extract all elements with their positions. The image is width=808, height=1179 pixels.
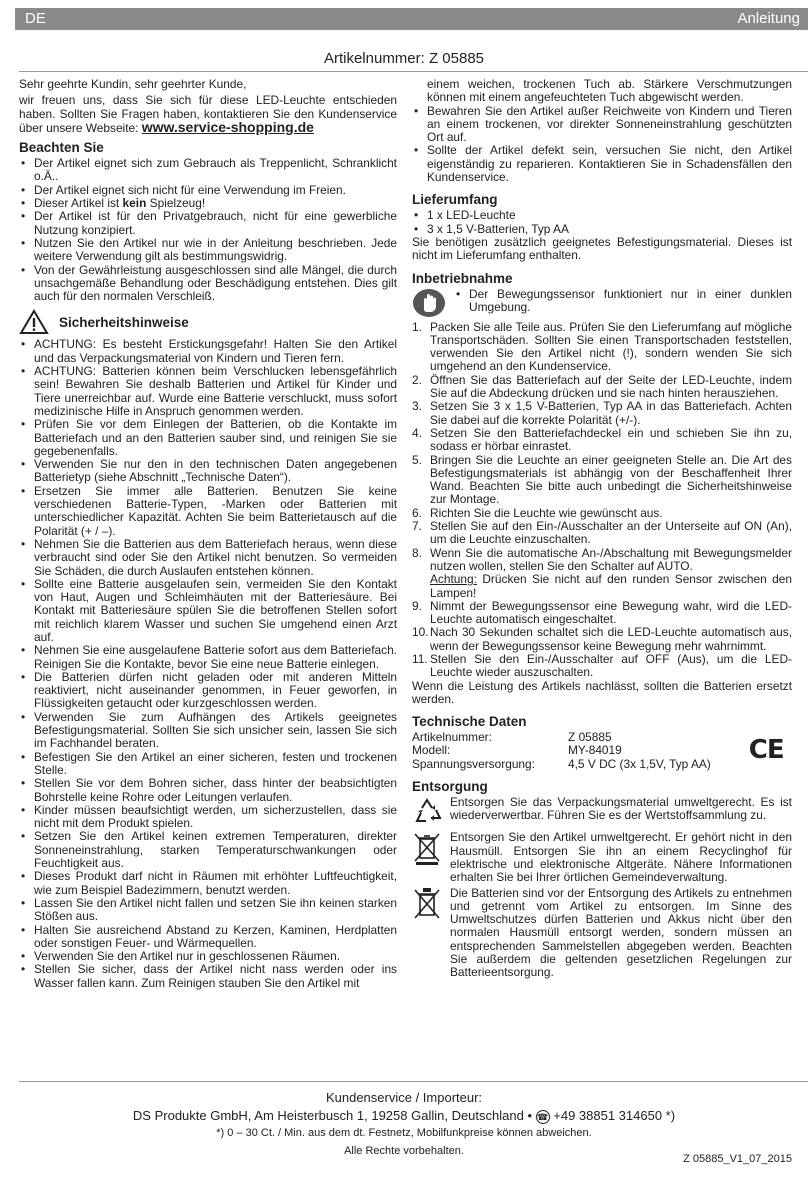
website-link[interactable]: www.service-shopping.de [141,118,314,135]
tech-table [412,731,711,771]
left-column [19,78,397,990]
tech-spec [412,731,792,771]
list-item: • Befestigen Sie den Artikel an einer sicheren, festen und trockenen Stelle. [19,751,397,778]
disposal-title: Entsorgung [412,779,488,795]
tech-title: Technische Daten [412,714,527,730]
list-item: • ACHTUNG: Batterien können beim Verschlucken lebensgefährlich sein! Bewahren Sie deshalb Batterien und Artikel für Kinder und Tiere unerreichbar auf. Wurde eine Batterie verschluckt, muss sofort medizinische Hilfe in Anspruch genommen werden. [19,365,397,418]
divider [19,71,808,72]
article-number: Artikelnummer: Z 05885 [323,50,485,67]
intro-text: wir freuen uns, dass Sie sich für diese LED-Leuchte entschieden haben. Sollten Sie Fragen haben, kontaktieren Sie den Kundenservice über unsere Webseite: www.service-shopping.de [19,93,397,135]
warning-triangle-icon [19,309,49,335]
startup-closing: Wenn die Leistung des Artikels nachlässt, sollten die Batterien ersetzt werden. [412,678,792,706]
list-item: • 3 x 1,5 V-Batterien, Typ AA [412,223,792,236]
disposal-item: Entsorgen Sie den Artikel umweltgerecht. Er gehört nicht in den Hausmüll. Entsorgen Sie ihn an einem Recyclinghof für elektrische und elektronische Altgeräte. Nähere Informationen erhalten Sie bei Ihrer örtlichen Gemeindeverwaltung. [412,831,792,884]
scope-list [412,209,792,236]
list-item: 1. Packen Sie alle Teile aus. Prüfen Sie den Lieferumfang auf mögliche Transportschäden. Sollten Sie einen Transportschaden feststellen, verwenden Sie den Artikel nicht (!), sondern wenden Sie sich umgehend an den Kundenservice. [412,319,792,374]
list-item: • Bewahren Sie den Artikel außer Reichweite von Kindern und Tieren an einem trockenen, vor direkter Sonneneinstrahlung geschützten Ort auf. [412,105,792,145]
list-item: • Der Artikel ist für den Privatgebrauch, nicht für eine gewerbliche Nutzung konzipiert. [19,210,397,237]
list-item: 4. Setzen Sie den Batteriefachdeckel ein und schieben Sie ihn zu, sodass er hörbar einrastet. [412,425,792,454]
list-item: • Stellen Sie vor dem Bohren sicher, dass hinter der beabsichtigten Bohrstelle keine Rohre oder Leitungen verlaufen. [19,777,397,804]
notes-title: Beachten Sie [19,140,104,156]
language-label: DE [25,10,46,27]
list-item: • Stellen Sie sicher, dass der Artikel nicht nass werden oder ins Wasser fallen kann. Zum Reinigen stauben Sie den Artikel mit [19,963,397,990]
header-bar [15,8,808,30]
list-item: 9. Nimmt der Bewegungssensor eine Bewegung wahr, wird die LED-Leuchte automatisch eingeschaltet. [412,598,792,627]
list-item: • Halten Sie ausreichend Abstand zu Kerzen, Kaminen, Herdplatten oder sonstigen Feuer- und Wärmequellen. [19,924,397,951]
list-item: • Prüfen Sie vor dem Einlegen der Batterien, ob die Kontakte im Batteriefach und an den Batterien sauber sind, und reinigen Sie sie gegebenenfalls. [19,418,397,458]
crossed-bin-icon [412,831,442,865]
list-item: • Der Bewegungssensor funktioniert nur in einer dunklen Umgebung. [454,288,792,315]
phone-icon: ☎ [537,1111,549,1122]
table-row: Artikelnummer: Z 05885 [412,730,612,745]
list-item: • Kinder müssen beaufsichtigt werden, um sicherzustellen, dass sie nicht mit dem Produkt spielen. [19,804,397,831]
list-item: • Nehmen Sie eine ausgelaufene Batterie sofort aus dem Batteriefach. Reinigen Sie die Kontakte, bevor Sie eine neue Batterie einlegen. [19,644,397,671]
safety-title: Sicherheitshinweise [59,314,189,330]
list-item: • Nehmen Sie die Batterien aus dem Batteriefach heraus, wenn diese verbraucht sind oder Sie den Artikel nicht benutzen. So vermeiden Sie Schäden, die durch Auslaufen entstehen können. [19,538,397,578]
hand-dark-icon [412,288,446,318]
scope-title: Lieferumfang [412,192,498,208]
list-item: • Von der Gewährleistung ausgeschlossen sind alle Mängel, die durch unsachgemäße Behandlung oder Beschädigung entstehen. Dies gilt auch für den normalen Verschleiß. [19,264,397,304]
battery-bin-icon [412,887,442,921]
table-row: Spannungsversorgung: 4,5 V DC (3x 1,5V, Typ AA) [412,756,711,771]
list-item: • Verwenden Sie zum Aufhängen des Artikels geeignetes Befestigungsmaterial. Sollten Sie sich unsicher sein, lassen Sie sich im Fachhandel beraten. [19,711,397,751]
list-item: • Verwenden Sie den Artikel nur in geschlossenen Räumen. [19,950,397,963]
list-item: • Sollte eine Batterie ausgelaufen sein, vermeiden Sie den Kontakt von Haut, Augen und Schleimhäuten mit der Batteriesäure. Bei Kontakt mit Batteriesäure spülen Sie die betroffenen Stellen sofort mit reichlich klarem Wasser und suchen Sie umgehend einen Arzt auf. [19,578,397,644]
sensor-note-list [454,288,792,315]
list-item: 11. Stellen Sie den Ein-/Ausschalter auf OFF (Aus), um die LED-Leuchte wieder auszuschalten. [412,651,792,680]
sensor-note-row [412,288,792,318]
footer-service: Kundenservice / Importeur: [325,1090,483,1105]
footer-rights: Alle Rechte vorbehalten. [344,1145,464,1157]
disposal-item: Die Batterien sind vor der Entsorgung des Artikels zu entnehmen und getrennt vom Artikel zu entsorgen. Im Sinne des Umweltschutzes dürfen Batterien und Akkus nicht über den normalen Hausmüll entsorgt werden, sondern müssen an entsprechenden Sammelstellen abgegeben werden. Beachten Sie außerdem die geltenden gesetzlichen Regelungen zur Batterieentsorgung. [412,887,792,980]
list-item: • Lassen Sie den Artikel nicht fallen und setzen Sie ihn keinen starken Stößen aus. [19,897,397,924]
notes-list [19,157,397,303]
table-row: Modell: MY-84019 [412,743,622,758]
attention-label: Achtung: [430,572,477,587]
list-item: 8. Wenn Sie die automatische An-/Abschaltung mit Bewegungsmelder nutzen wollen, stellen Sie den Schalter auf AUTO. Achtung: Drücken Sie nicht auf den runden Sensor zwischen den Lampen! [412,545,792,600]
disposal-item: Entsorgen Sie das Verpackungsmaterial umweltgerecht. Es ist wiederverwertbar. Führen Sie es der Wertstoffsammlung zu. [412,796,792,829]
list-item: 6. Richten Sie die Leuchte wie gewünscht aus. [412,505,663,520]
list-item: 10. Nach 30 Sekunden schaltet sich die LED-Leuchte automatisch aus, wenn der Bewegungssensor keine Bewegung mehr wahrnimmt. [412,625,792,653]
list-item: • Dieser Artikel ist kein Spielzeug! [19,197,397,210]
safety-heading [19,309,397,335]
list-item: • Setzen Sie den Artikel keinen extremen Temperaturen, direkter Sonneneinstrahlung, starken Temperaturschwankungen oder Feuchtigkeit aus. [19,830,397,870]
list-item: • Verwenden Sie nur den in den technischen Daten angegebenen Batterietyp (siehe Abschnitt „Technische Daten“). [19,458,397,485]
list-item: 5. Bringen Sie die Leuchte an einer geeigneten Stelle an. Die Art des Befestigungsmaterials ist abhängig von der Beschaffenheit Ihrer Wand. Beachten Sie bitte auch unbedingt die Sicherheitshinweise zur Montage. [412,452,792,507]
list-item: • Der Artikel eignet sich nicht für eine Verwendung im Freien. [19,184,397,197]
list-item: 3. Setzen Sie 3 x 1,5 V-Batterien, Typ AA in das Batteriefach. Achten Sie dabei auf die korrekte Polarität (+/-). [412,399,792,427]
footer-address: DS Produkte GmbH, Am Heisterbusch 1, 19258 Gallin, Deutschland • ☎ +49 38851 314650 *) [132,1108,676,1123]
list-item: • Nutzen Sie den Artikel nur wie in der Anleitung beschrieben. Jede weitere Verwendung gilt als bestimmungswidrig. [19,237,397,264]
startup-title: Inbetriebnahme [412,270,513,286]
list-item: 7. Stellen Sie auf den Ein-/Ausschalter an der Unterseite auf ON (An), um die Leuchte einzuschalten. [412,519,792,547]
document-type: Anleitung [737,10,800,27]
list-item: • Dieses Produkt darf nicht in Räumen mit erhöhter Luftfeuchtigkeit, wie zum Beispiel Badezimmern, benutzt werden. [19,870,397,897]
scope-note: Sie benötigen zusätzlich geeignetes Befestigungsmaterial. Dieses ist nicht im Lieferumfang enthalten. [412,234,792,263]
safety-list-continued [412,105,792,185]
right-column [412,78,792,982]
greeting: Sehr geehrte Kundin, sehr geehrter Kunde, [19,77,247,91]
list-item: • ACHTUNG: Es besteht Erstickungsgefahr! Halten Sie den Artikel und das Verpackungsmaterial von Kindern und Tieren fern. [19,338,397,365]
footer-divider [19,1081,808,1082]
list-item: • Die Batterien dürfen nicht geladen oder mit anderen Mitteln reaktiviert, nicht auseinander genommen, in Feuer geworfen, in Flüssigkeiten getaucht oder kurzgeschlossen werden. [19,671,397,711]
recycling-icon [412,796,446,826]
list-item: • 1 x LED-Leuchte [412,209,792,222]
list-item: • Ersetzen Sie immer alle Batterien. Benutzen Sie keine verschiedenen Batterie-Typen, -Marken oder Batterien mit unterschiedlicher Kapazität. Achten Sie beim Batterietausch auf die Polarität (+ / –). [19,485,397,538]
list-item: • Der Artikel eignet sich zum Gebrauch als Treppenlicht, Schranklicht o.Ä.. [19,157,397,184]
safety-continuation: einem weichen, trockenen Tuch ab. Stärkere Verschmutzungen können mit einem angefeuchteten Tuch abgewischt werden. [427,77,792,105]
ce-mark-icon: CE [748,735,784,766]
footer-price-note: *) 0 – 30 Ct. / Min. aus dem dt. Festnetz, Mobilfunkpreise können abweichen. [216,1127,592,1139]
startup-steps [412,321,792,680]
list-item: • Sollte der Artikel defekt sein, versuchen Sie nicht, den Artikel eigenständig zu reparieren. Kontaktieren Sie in Schadensfällen den Kundenservice. [412,144,792,184]
document-code: Z 05885_V1_07_2015 [683,1153,792,1165]
safety-list [19,338,397,990]
list-item: 2. Öffnen Sie das Batteriefach auf der Seite der LED-Leuchte, indem Sie auf die Abdeckung drücken und sie nach hinten herausziehen. [412,372,792,401]
